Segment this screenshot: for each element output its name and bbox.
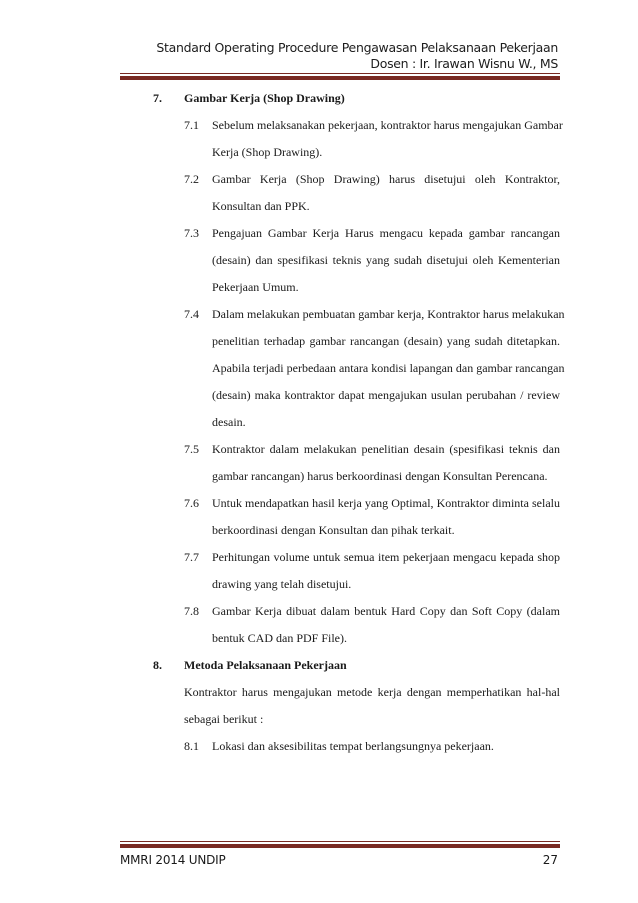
page-number: 27 bbox=[542, 853, 558, 867]
item-number: 7.8 bbox=[184, 604, 199, 618]
item-text-line: Kerja (Shop Drawing). bbox=[212, 145, 323, 159]
item-text-line: Untuk mendapatkan hasil kerja yang Optimal, Kontraktor diminta selalu bbox=[212, 496, 560, 510]
header-divider-thin bbox=[120, 73, 560, 74]
section-8-number: 8. bbox=[153, 658, 162, 672]
item-text-line: Gambar Kerja (Shop Drawing) harus disetujui oleh Kontraktor, bbox=[212, 172, 560, 186]
section-7-number: 7. bbox=[153, 91, 162, 105]
item-text-line: (desain) maka kontraktor dapat mengajukan usulan perubahan / review bbox=[212, 388, 560, 402]
item-number: 7.5 bbox=[184, 442, 199, 456]
item-text-line: Lokasi dan aksesibilitas tempat berlangsungnya pekerjaan. bbox=[212, 739, 494, 753]
section-8-intro-line: Kontraktor harus mengajukan metode kerja dengan memperhatikan hal-hal bbox=[184, 685, 560, 699]
item-number: 7.4 bbox=[184, 307, 199, 321]
item-text-line: Pekerjaan Umum. bbox=[212, 280, 299, 294]
item-text-line: Pengajuan Gambar Kerja Harus mengacu kepada gambar rancangan bbox=[212, 226, 560, 240]
item-number: 7.3 bbox=[184, 226, 199, 240]
item-text-line: Apabila terjadi perbedaan antara kondisi lapangan dan gambar rancangan bbox=[212, 361, 565, 375]
item-text-line: drawing yang telah disetujui. bbox=[212, 577, 352, 591]
item-text-line: Kontraktor dalam melakukan penelitian desain (spesifikasi teknis dan bbox=[212, 442, 560, 456]
item-text-line: berkoordinasi dengan Konsultan dan pihak terkait. bbox=[212, 523, 455, 537]
header-author: Dosen : Ir. Irawan Wisnu W., MS bbox=[370, 56, 558, 71]
item-text-line: Konsultan dan PPK. bbox=[212, 199, 310, 213]
footer-label: MMRI 2014 UNDIP bbox=[120, 853, 226, 867]
item-text-line: Perhitungan volume untuk semua item pekerjaan mengacu kepada shop bbox=[212, 550, 560, 564]
section-8-title: Metoda Pelaksanaan Pekerjaan bbox=[184, 658, 347, 672]
item-text-line: Dalam melakukan pembuatan gambar kerja, Kontraktor harus melakukan bbox=[212, 307, 565, 321]
item-number: 7.2 bbox=[184, 172, 199, 186]
section-8-intro-line: sebagai berikut : bbox=[184, 712, 264, 726]
item-text-line: (desain) dan spesifikasi teknis yang sudah disetujui oleh Kementerian bbox=[212, 253, 560, 267]
item-number: 7.7 bbox=[184, 550, 199, 564]
header-title: Standard Operating Procedure Pengawasan Pelaksanaan Pekerjaan bbox=[156, 40, 558, 55]
item-text-line: penelitian terhadap gambar rancangan (desain) yang sudah ditetapkan. bbox=[212, 334, 560, 348]
item-text-line: gambar rancangan) harus berkoordinasi dengan Konsultan Perencana. bbox=[212, 469, 548, 483]
item-text-line: Sebelum melaksanakan pekerjaan, kontraktor harus mengajukan Gambar bbox=[212, 118, 563, 132]
section-7-title: Gambar Kerja (Shop Drawing) bbox=[184, 91, 345, 105]
item-text-line: Gambar Kerja dibuat dalam bentuk Hard Copy dan Soft Copy (dalam bbox=[212, 604, 560, 618]
header-divider-thick bbox=[120, 76, 560, 80]
footer-divider-thin bbox=[120, 841, 560, 842]
item-number: 8.1 bbox=[184, 739, 199, 753]
footer-divider-thick bbox=[120, 844, 560, 848]
item-text-line: bentuk CAD dan PDF File). bbox=[212, 631, 347, 645]
item-number: 7.1 bbox=[184, 118, 199, 132]
item-text-line: desain. bbox=[212, 415, 246, 429]
item-number: 7.6 bbox=[184, 496, 199, 510]
